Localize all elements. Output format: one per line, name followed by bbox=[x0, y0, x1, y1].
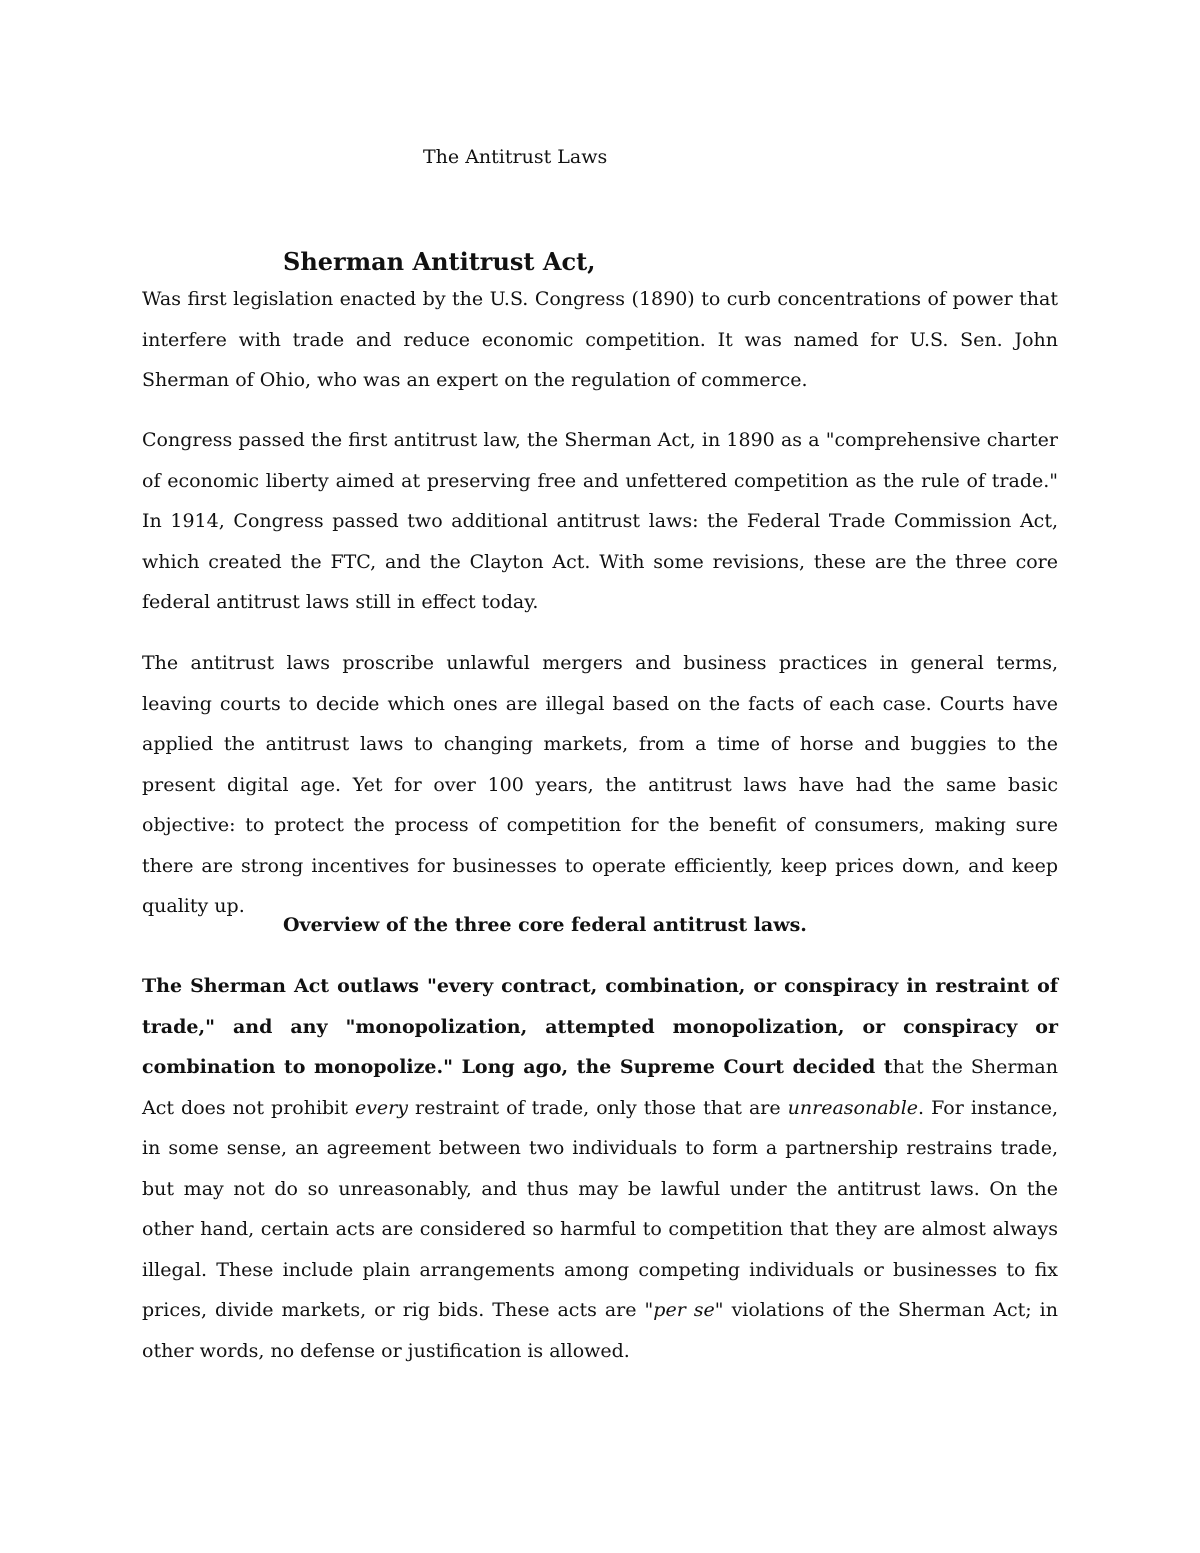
overview-heading: Overview of the three core federal antitrust laws. bbox=[283, 914, 807, 936]
paragraph-text: hat the Sherman Act does not prohibit bbox=[142, 1056, 1058, 1119]
paragraph-text: restraint of trade, only those that are bbox=[408, 1096, 788, 1119]
paragraph-text: " violations of the Sherman Act; in other words, no defense or justification is allowed. bbox=[142, 1299, 1058, 1362]
italic-text: every bbox=[354, 1096, 408, 1119]
paragraph-purpose: The antitrust laws proscribe unlawful mergers and business practices in general terms, leaving courts to decide which ones are illegal based on the facts of each case. Courts have applied the antitrust laws to changing markets, from a time of horse and buggies to the present digital age. Yet for over 100 years, the antitrust laws have had the same basic objective: to protect the process of competition for the benefit of consumers, making sure there are strong incentives for businesses to operate efficiently, keep prices down, and keep quality up. bbox=[142, 652, 1058, 917]
paragraph-text: . For instance, in some sense, an agreement between two individuals to form a partnership restrains trade, but may not do so unreasonably, and thus may be lawful under the antitrust laws. On the other hand, certain acts are considered so harmful to competition that they are almost always illegal. These include plain arrangements among competing individuals or businesses to fix prices, divide markets, or rig bids. These acts are " bbox=[142, 1096, 1059, 1321]
bold-lead-text: The Sherman Act outlaws "every contract, combination, or conspiracy in restraint of trade," and any "monopolization, attempted monopolization, or conspiracy or combination to monopolize." Long ago, the Supreme Court decided t bbox=[142, 975, 1058, 1078]
paragraph-intro: Was first legislation enacted by the U.S. Congress (1890) to curb concentrations of power that interfere with trade and reduce economic competition. It was named for U.S. Sen. John Sherman of Ohio, who was an expert on the regulation of commerce. bbox=[142, 288, 1058, 391]
paragraph-sherman-act bbox=[142, 966, 1058, 1371]
italic-text: unreasonable bbox=[787, 1096, 919, 1119]
italic-text: per se bbox=[653, 1299, 715, 1321]
paragraph-history: Congress passed the first antitrust law, the Sherman Act, in 1890 as a "comprehensive charter of economic liberty aimed at preserving free and unfettered competition as the rule of trade." In 1914, Congress passed two additional antitrust laws: the Federal Trade Commission Act, which created the FTC, and the Clayton Act. With some revisions, these are the three core federal antitrust laws still in effect today. bbox=[142, 429, 1058, 613]
document-title: The Antitrust Laws bbox=[423, 146, 608, 168]
section-heading: Sherman Antitrust Act, bbox=[283, 247, 596, 276]
